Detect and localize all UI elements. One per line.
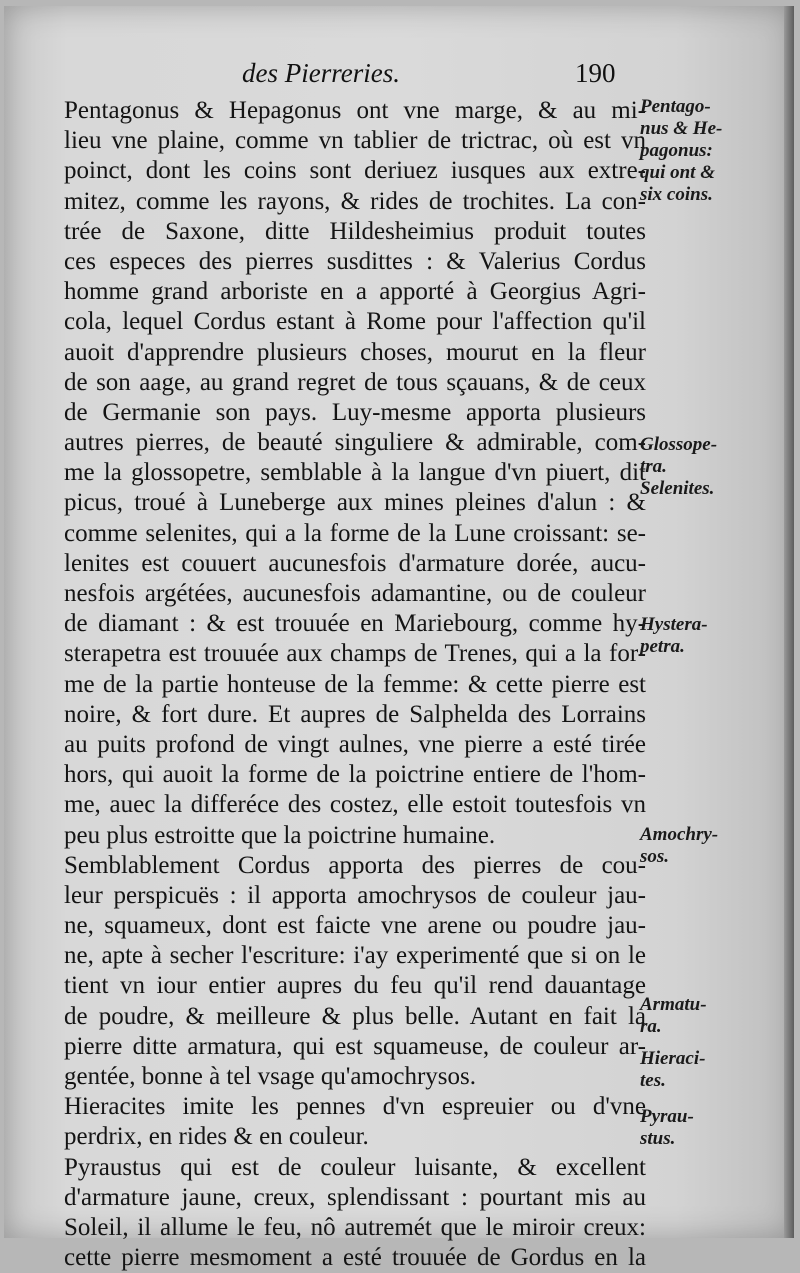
text-line: pierre ditte armatura, qui est squameuse, de couleur ar- (64, 1032, 646, 1060)
text-line: sterapetra est trouuée aux champs de Trenes, qui a la for- (64, 640, 646, 668)
text-line: de Germanie son pays. Luy-mesme apporta plusieurs (64, 398, 646, 426)
margin-note-hysterapetra (640, 614, 708, 658)
text-line: Pentagonus & Hepagonus ont vne marge, & au mi- (64, 97, 646, 124)
text-line: poinct, dont les coins sont deriuez iusques aux extre- (64, 157, 646, 185)
margin-notes (640, 6, 790, 1238)
text-line: comme selenites, qui a la forme de la Lune croissant: se- (64, 519, 646, 547)
running-title: des Pierreries. (242, 58, 400, 88)
text-line: lenites est couuert aucunesfois d'armature dorée, aucu- (64, 549, 646, 577)
text-line: nesfois argétées, aucunesfois adamantine, ou de couleur (64, 580, 646, 607)
text-line: Semblablement Cordus apporta des pierres de cou- (64, 851, 646, 879)
text-line: leur perspicuës : il apporta amochrysos de couleur jau- (64, 881, 646, 909)
margin-note-line: six coins. (640, 184, 713, 205)
body-text (64, 96, 646, 1273)
text-line: ne, apte à secher l'escriture: i'ay experimenté que si on le (64, 942, 646, 970)
margin-note-line: Amochry- (640, 824, 719, 845)
text-line: de son aage, au grand regret de tous sçauans, & de ceux (64, 368, 646, 396)
margin-note-armatura (640, 994, 707, 1038)
text-line: trée de Saxone, ditte Hildesheimius produit toutes (64, 217, 646, 245)
margin-note-line: Pentago- (640, 96, 711, 117)
text-line: gentée, bonne à tel vsage qu'amochrysos. (64, 1063, 477, 1090)
text-line: lieu vne plaine, comme vn tablier de trictrac, où est vn (64, 127, 646, 155)
margin-note-line: Pyrau- (640, 1106, 694, 1127)
text-line: cette pierre mesmoment a esté trouuée de Gordus en la (64, 1244, 646, 1272)
margin-note-amochrysos (640, 824, 718, 868)
text-line: peu plus estroitte que la poictrine humaine. (64, 821, 496, 849)
margin-note-line: qui ont & (640, 162, 715, 183)
margin-note-line: tra. (640, 456, 667, 477)
margin-note-line: Hystera- (640, 614, 708, 635)
text-line: picus, troué à Luneberge aux mines pleines d'alun : & (64, 489, 646, 517)
text-line: me de la partie honteuse de la femme: & cette pierre est (64, 670, 646, 698)
margin-note-line: Glossope- (640, 434, 718, 455)
margin-note-line: Selenites. (640, 478, 715, 499)
text-line: ces especes des pierres susdittes : & Valerius Cordus (64, 247, 646, 275)
text-line: de diamant : & est trouuée en Mariebourg, comme hy- (64, 610, 646, 638)
text-line: auoit d'apprendre plusieurs choses, mourut en la fleur (64, 338, 646, 366)
margin-note-pentagonus (640, 96, 722, 206)
margin-note-line: tes. (640, 1070, 666, 1091)
margin-note-line: pagonus: (640, 140, 713, 161)
text-line: homme grand arboriste en a apporté à Georgius Agri- (64, 278, 646, 306)
text-line: ne, squameux, dont est faicte vne arene ou poudre jau- (64, 912, 646, 940)
text-line: me la glossopetre, semblable à la langue d'vn piuert, dit (64, 459, 646, 487)
text-line: Soleil, il allume le feu, nô autremét que le miroir creux: (64, 1213, 646, 1241)
margin-note-glossopetra (640, 434, 717, 500)
text-line: d'armature jaune, creux, splendissant : pourtant mis au (64, 1183, 646, 1211)
book-page (4, 6, 794, 1272)
text-line: perdrix, en rides & en couleur. (64, 1123, 369, 1151)
text-line: autres pierres, de beauté singuliere & admirable, com- (64, 429, 646, 457)
margin-note-line: petra. (640, 636, 685, 657)
margin-note-hieracites (640, 1048, 705, 1092)
page-number: 190 (575, 58, 616, 88)
margin-note-line: Hieraci- (640, 1048, 706, 1069)
text-line: me, auec la differéce des costez, elle estoit toutesfois vn (64, 791, 646, 819)
text-line: tient vn iour entier aupres du feu qu'il rend dauantage (64, 972, 646, 1000)
margin-note-line: nus & He- (640, 118, 723, 139)
margin-note-line: sos. (640, 846, 670, 867)
margin-note-line: Armatu- (640, 994, 707, 1015)
text-line: de poudre, & meilleure & plus belle. Autant en fait la (64, 1002, 646, 1030)
margin-note-pyraustus (640, 1106, 694, 1150)
margin-note-line: stus. (640, 1128, 676, 1149)
text-line: Pyraustus qui est de couleur luisante, & excellent (64, 1153, 646, 1181)
text-line: Hieracites imite les pennes d'vn espreuier ou d'vne (64, 1093, 646, 1121)
text-line: noire, & fort dure. Et aupres de Salphelda des Lorrains (64, 700, 646, 728)
text-line: mitez, comme les rayons, & rides de trochites. La con- (64, 187, 646, 215)
text-line: cola, lequel Cordus estant à Rome pour l'affection qu'il (64, 308, 646, 336)
text-line: au puits profond de vingt aulnes, vne pierre a esté tirée (64, 730, 646, 758)
margin-note-line: ra. (640, 1016, 662, 1037)
text-line: hors, qui auoit la forme de la poictrine entiere de l'hom- (64, 761, 646, 789)
